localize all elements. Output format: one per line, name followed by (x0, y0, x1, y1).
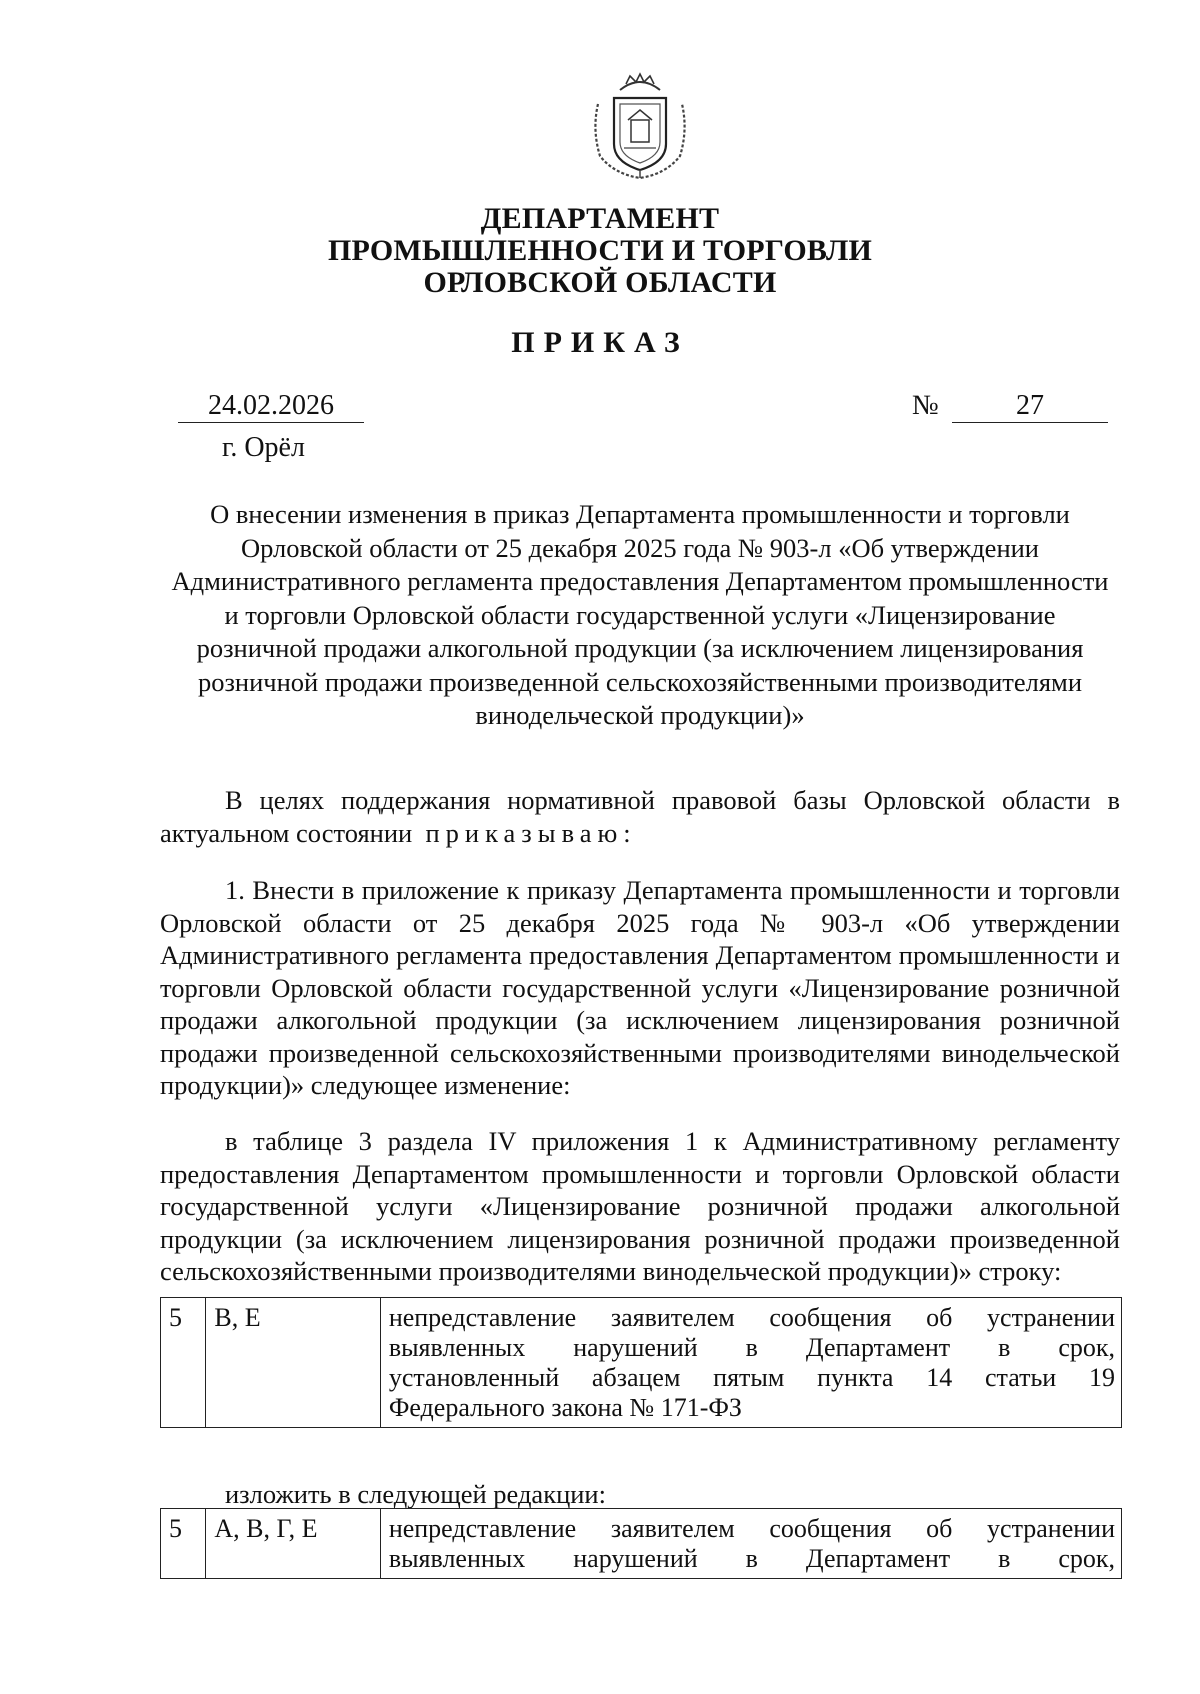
order-number: 27 (952, 390, 1108, 423)
city: г. Орёл (222, 432, 305, 463)
number-label: № (912, 390, 939, 421)
row-codes-cell: А, В, Г, Е (206, 1509, 380, 1579)
coat-of-arms-icon (590, 70, 690, 182)
paragraph-line: государственной услуги «Лицензирование розничной продажи алкогольной (160, 1191, 1120, 1221)
order-date: 24.02.2026 (178, 390, 364, 423)
paragraph-line: Административного регламента предоставления Департаментом промышленности и (160, 940, 1120, 970)
paragraph-line: продажи алкогольной продукции (за исключением лицензирования розничной (160, 1005, 1120, 1035)
row-codes-cell: В, Е (206, 1298, 380, 1428)
row-number-cell: 5 (161, 1298, 206, 1428)
order-word: приказываю: (425, 817, 637, 848)
item-1-paragraph (160, 874, 1120, 1102)
subject-line: розничной продажи алкогольной продукции (за исключением лицензирования (196, 633, 1084, 663)
paragraph-line: 1. Внести в приложение к приказу Департамента промышленности и торговли (225, 875, 1120, 905)
subject-line: Орловской области от 25 декабря 2025 года № 903-л «Об утверждении (240, 532, 1039, 563)
transition-line: изложить в следующей редакции: (225, 1479, 606, 1509)
department-name (300, 203, 900, 299)
department-line: ПРОМЫШЛЕННОСТИ И ТОРГОВЛИ (327, 234, 873, 267)
paragraph-line: продажи произведенной сельскохозяйственными производителями винодельческой (160, 1037, 1120, 1068)
paragraph-line: актуальном состоянии приказываю: (160, 817, 637, 848)
cell-line: выявленных нарушений в Департамент в срок, (388, 1544, 1115, 1573)
new-row-table (160, 1508, 1122, 1579)
paragraph-line: в таблице 3 раздела IV приложения 1 к Административному регламенту (225, 1126, 1120, 1156)
paragraph-line: предоставления Департаментом промышленности и торговли Орловской области (160, 1158, 1120, 1189)
row-text-cell (380, 1509, 1121, 1579)
cell-line: непредставление заявителем сообщения об устранении (388, 1514, 1115, 1543)
item-2-paragraph (160, 1125, 1120, 1288)
order-subject (160, 498, 1120, 733)
paragraph-line: сельскохозяйственными производителями винодельческой продукции)» строку: (160, 1256, 1062, 1286)
cell-line: установленный абзацем пятым пункта 14 статьи 19 (388, 1363, 1115, 1392)
paragraph-line: продукции)» следующее изменение: (160, 1070, 571, 1100)
paragraph-line: продукции (за исключением лицензирования розничной продажи произведенной (160, 1223, 1120, 1254)
table-row (161, 1509, 1122, 1579)
subject-line: винодельческой продукции)» (475, 700, 805, 730)
old-row-table (160, 1297, 1122, 1428)
cell-line: выявленных нарушений в Департамент в срок, (388, 1333, 1115, 1362)
subject-line: О внесении изменения в приказ Департамента промышленности и торговли (210, 499, 1070, 529)
department-line: ОРЛОВСКОЙ ОБЛАСТИ (423, 266, 777, 299)
subject-line: розничной продажи произведенной сельскохозяйственными производителями (197, 666, 1083, 697)
paragraph-line: торговли Орловской области государственной услуги «Лицензирование розничной (160, 972, 1120, 1003)
department-line: ДЕПАРТАМЕНТ (480, 202, 720, 235)
paragraph-line: В целях поддержания нормативной правовой базы Орловской области в (225, 785, 1120, 815)
subject-line: и торговли Орловской области государственной услуги «Лицензирование (224, 599, 1056, 630)
table-row (161, 1298, 1122, 1428)
paragraph-line: Орловской области от 25 декабря 2025 года № 903-л «Об утверждении (160, 907, 1120, 938)
preamble-paragraph (160, 784, 1120, 849)
subject-line: Административного регламента предоставления Департаментом промышленности (171, 566, 1109, 596)
document-type-heading: ПРИКАЗ (511, 326, 689, 359)
row-text-cell (380, 1298, 1121, 1428)
cell-line: непредставление заявителем сообщения об устранении (388, 1303, 1115, 1332)
row-number-cell: 5 (161, 1509, 206, 1579)
cell-line: Федерального закона № 171-ФЗ (388, 1393, 742, 1422)
